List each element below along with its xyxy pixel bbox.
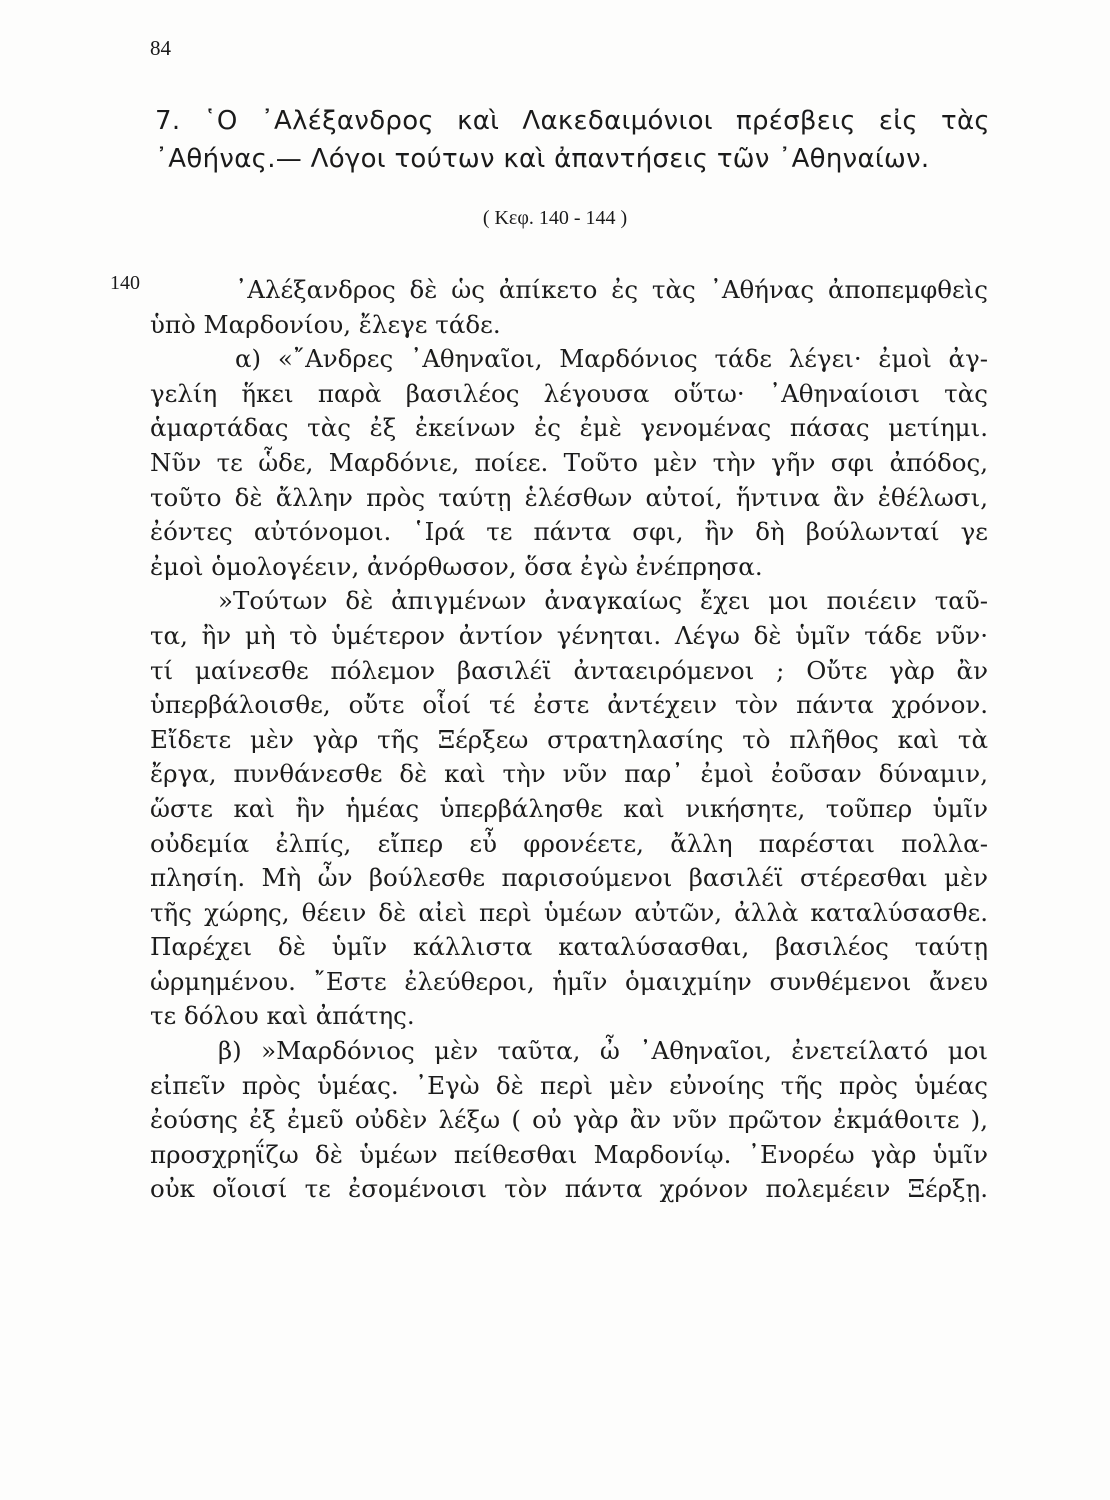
text-line: ἁμαρτάδας τὰς ἐξ ἐκείνων ἐς ἐμὲ γενομένας πάσας μετίημι.	[150, 413, 988, 443]
chapter-range: ( Κεφ. 140 - 144 )	[482, 207, 628, 229]
text-line: τοῦτο δὲ ἄλλην πρὸς ταύτῃ ἑλέσθων αὐτοί, ἥντινα ἂν ἐθέλωσι,	[150, 482, 988, 512]
text-line: ὡρμημένου. ῎Εστε ἐλεύθεροι, ἡμῖν ὁμαιχμίην συνθέμενοι ἄνευ	[150, 966, 988, 996]
text-line: ὑπερβάλοισθε, οὔτε οἷοί τέ ἐστε ἀντέχειν τὸν πάντα χρόνον.	[150, 690, 988, 720]
text-line: Νῦν τε ὧδε, Μαρδόνιε, ποίεε. Τοῦτο μὲν τὴν γῆν σφι ἀπόδος,	[150, 447, 988, 477]
text-line: τί μαίνεσθε πόλεμον βασιλέϊ ἀνταειρόμενοι ; Οὔτε γὰρ ἂν	[150, 655, 988, 685]
text-line: α) «῎Ανδρες ᾿Αθηναῖοι, Μαρδόνιος τάδε λέγει· ἐμοὶ ἀγ-	[235, 344, 988, 374]
text-line: εἰπεῖν πρὸς ὑμέας. ᾿Εγὼ δὲ περὶ μὲν εὐνοίης τῆς πρὸς ὑμέας	[150, 1070, 988, 1100]
page-number: 84	[150, 36, 171, 60]
text-line: ᾿Αλέξανδρος δὲ ὡς ἀπίκετο ἐς τὰς ᾿Αθήνας ἀποπεμφθεὶς	[235, 275, 988, 304]
section-heading-line-2: ᾿Αθήνας.— Λόγοι τούτων καὶ ἀπαντήσεις τῶν ᾿Αθηναίων.	[155, 144, 930, 174]
text-line: τε δόλου καὶ ἀπάτης.	[150, 1001, 415, 1031]
text-line: οὐδεμία ἐλπίς, εἴπερ εὖ φρονέετε, ἄλλη παρέσται πολλα-	[150, 828, 988, 858]
text-line: ἐμοὶ ὁμολογέειν, ἀνόρθωσον, ὅσα ἐγὼ ἐνέπρησα.	[150, 551, 763, 581]
text-line: ἐόντες αὐτόνομοι. ῾Ιρά τε πάντα σφι, ἢν δὴ βούλωνταί γε	[150, 517, 988, 547]
text-line: Εἴδετε μὲν γὰρ τῆς Ξέρξεω στρατηλασίης τὸ πλῆθος καὶ τὰ	[150, 724, 988, 754]
text-line: ὥστε καὶ ἢν ἡμέας ὑπερβάλησθε καὶ νικήσητε, τοῦπερ ὑμῖν	[150, 793, 988, 823]
section-heading-line-1: 7. ῾Ο ᾿Αλέξανδρος καὶ Λακεδαιμόνιοι πρέσβεις εἰς τὰς	[155, 106, 990, 136]
chapter-marker: 140	[110, 272, 140, 294]
text-line: γελίη ἥκει παρὰ βασιλέος λέγουσα οὕτω· ᾿Αθηναίοισι τὰς	[150, 378, 988, 408]
text-line: Παρέχει δὲ ὑμῖν κάλλιστα καταλύσασθαι, βασιλέος ταύτῃ	[150, 932, 988, 962]
text-line: οὐκ οἵοισί τε ἐσομένοισι τὸν πάντα χρόνον πολεμέειν Ξέρξῃ.	[150, 1174, 988, 1204]
text-line: ἔργα, πυνθάνεσθε δὲ καὶ τὴν νῦν παρ᾿ ἐμοὶ ἐοῦσαν δύναμιν,	[150, 759, 988, 789]
text-line: ἐούσης ἐξ ἐμεῦ οὐδὲν λέξω ( οὐ γὰρ ἂν νῦν πρῶτον ἐκμάθοιτε ),	[150, 1105, 988, 1135]
text-line: ὑπὸ Μαρδονίου, ἔλεγε τάδε.	[150, 309, 501, 339]
text-line: τα, ἢν μὴ τὸ ὑμέτερον ἀντίον γένηται. Λέγω δὲ ὑμῖν τάδε νῦν·	[150, 620, 988, 650]
section-heading	[155, 102, 990, 178]
text-line: β) »Μαρδόνιος μὲν ταῦτα, ὦ ᾿Αθηναῖοι, ἐνετείλατό μοι	[218, 1036, 988, 1066]
text-line: τῆς χώρης, θέειν δὲ αἰεὶ περὶ ὑμέων αὐτῶν, ἀλλὰ καταλύσασθε.	[150, 897, 988, 927]
body-text	[150, 273, 988, 1207]
text-line: προσχρηΐζω δὲ ὑμέων πείθεσθαι Μαρδονίῳ. ᾿Ενορέω γὰρ ὑμῖν	[150, 1139, 988, 1169]
text-line: »Τούτων δὲ ἀπιγμένων ἀναγκαίως ἔχει μοι ποιέειν ταῦ-	[218, 586, 988, 616]
text-line: πλησίη. Μὴ ὦν βούλεσθε παρισούμενοι βασιλέϊ στέρεσθαι μὲν	[150, 863, 988, 893]
